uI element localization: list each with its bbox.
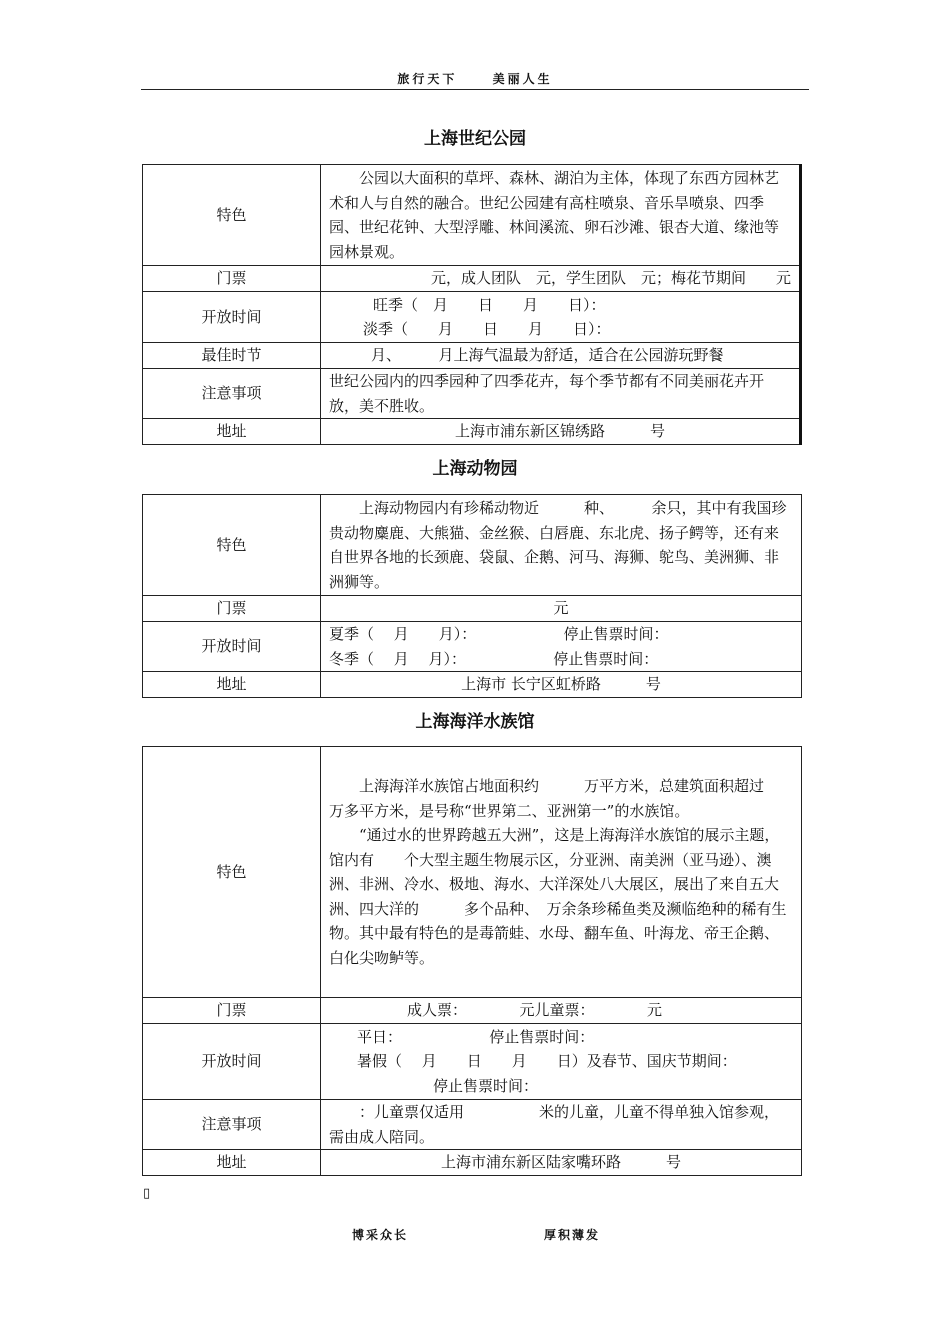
table-row bbox=[143, 419, 801, 445]
feature-text: 上海动物园内有珍稀动物近 种、 余只，其中有我国珍贵动物麋鹿、大熊猫、金丝猴、白唇鹿、东北虎、扬子鳄等，还有来自世界各地的长颈鹿、袋鼠、企鹅、河马、海狮、鸵鸟、美洲狮、非洲狮等。 bbox=[321, 495, 802, 596]
table-row bbox=[143, 672, 802, 698]
row-label: 最佳时节 bbox=[143, 343, 321, 369]
header-left-text: 旅行天下 bbox=[397, 72, 458, 86]
zoo-table bbox=[142, 494, 802, 698]
table-row bbox=[143, 292, 801, 343]
row-label: 门票 bbox=[143, 266, 321, 292]
table-row bbox=[143, 266, 801, 292]
row-label: 门票 bbox=[143, 596, 321, 622]
hours-text: 平日： 停止售票时间： 暑假（ 月 日 月 日）及春节、国庆节期间： 停止售票时间： bbox=[321, 1024, 802, 1100]
feature-text: 上海海洋水族馆占地面积约 万平方米，总建筑面积超过 万多平方米，是号称“世界第二、亚洲第一”的水族馆。 “通过水的世界跨越五大洲”，这是上海海洋水族馆的展示主题，馆内有 个大型主题生物展示区，分亚洲、南美洲（亚马逊）、澳洲、非洲、冷水、极地、海水、大洋深处八大展区，展出了来自五大洲、四大洋的 多个品种、 万余条珍稀鱼类及濒临绝种的稀有生物。其中最有特色的是毒箭蛙、水母、翻车鱼、叶海龙、帝王企鹅、白化尖吻鲈等。 bbox=[321, 747, 802, 998]
row-label: 门票 bbox=[143, 998, 321, 1024]
table-row bbox=[143, 998, 802, 1024]
feature-text: 公园以大面积的草坪、森林、湖泊为主体，体现了东西方园林艺术和人与自然的融合。世纪公园建有高柱喷泉、音乐旱喷泉、四季园、世纪花钟、大型浮雕、林间溪流、卵石沙滩、银杏大道、缘池等园林景观。 bbox=[321, 165, 801, 266]
row-label: 特色 bbox=[143, 165, 321, 266]
header-right-text: 美丽人生 bbox=[492, 72, 553, 86]
notes-text: 世纪公园内的四季园种了四季花卉，每个季节都有不同美丽花卉开放，美不胜收。 bbox=[321, 369, 801, 419]
ticket-text: 元 bbox=[321, 596, 802, 622]
page-header bbox=[0, 70, 950, 87]
row-label: 注意事项 bbox=[143, 1100, 321, 1150]
row-label: 注意事项 bbox=[143, 369, 321, 419]
header-divider bbox=[141, 89, 809, 90]
row-label: 特色 bbox=[143, 747, 321, 998]
best-season-text: 月、 月上海气温最为舒适，适合在公园游玩野餐 bbox=[321, 343, 801, 369]
ticket-text: 成人票： 元儿童票： 元 bbox=[321, 998, 802, 1024]
row-label: 地址 bbox=[143, 672, 321, 698]
section-title-century-park: 上海世纪公园 bbox=[424, 129, 526, 149]
century-park-table bbox=[142, 164, 802, 445]
footer-left-text: 博采众长 bbox=[352, 1228, 409, 1242]
section-title-aquarium: 上海海洋水族馆 bbox=[415, 712, 535, 732]
table-row bbox=[143, 747, 802, 998]
aquarium-table bbox=[142, 746, 802, 1176]
ticket-text: 元，成人团队 元，学生团队 元；梅花节期间 元 bbox=[321, 266, 801, 292]
table-row bbox=[143, 369, 801, 419]
row-label: 特色 bbox=[143, 495, 321, 596]
footer-right-text: 厚积薄发 bbox=[544, 1228, 601, 1242]
notes-text: ：儿童票仅适用 米的儿童，儿童不得单独入馆参观，需由成人陪同。 bbox=[321, 1100, 802, 1150]
table-row bbox=[143, 165, 801, 266]
address-text: 上海市浦东新区陆家嘴环路 号 bbox=[321, 1150, 802, 1176]
section-title-zoo: 上海动物园 bbox=[432, 459, 518, 479]
row-label: 开放时间 bbox=[143, 622, 321, 672]
table-row bbox=[143, 622, 802, 672]
row-label: 开放时间 bbox=[143, 1024, 321, 1100]
address-text: 上海市 长宁区虹桥路 号 bbox=[321, 672, 802, 698]
table-row bbox=[143, 343, 801, 369]
row-label: 地址 bbox=[143, 1150, 321, 1176]
stray-glyph: ▯ bbox=[143, 1186, 151, 1201]
table-row bbox=[143, 596, 802, 622]
row-label: 开放时间 bbox=[143, 292, 321, 343]
hours-text: 旺季（ 月 日 月 日）： 淡季（ 月 日 月 日）： bbox=[321, 292, 801, 343]
hours-text: 夏季（ 月 月）： 停止售票时间： 冬季（ 月 月）： 停止售票时间： bbox=[321, 622, 802, 672]
table-row bbox=[143, 1100, 802, 1150]
address-text: 上海市浦东新区锦绣路 号 bbox=[321, 419, 801, 445]
table-row bbox=[143, 1024, 802, 1100]
table-row bbox=[143, 1150, 802, 1176]
row-label: 地址 bbox=[143, 419, 321, 445]
table-row bbox=[143, 495, 802, 596]
